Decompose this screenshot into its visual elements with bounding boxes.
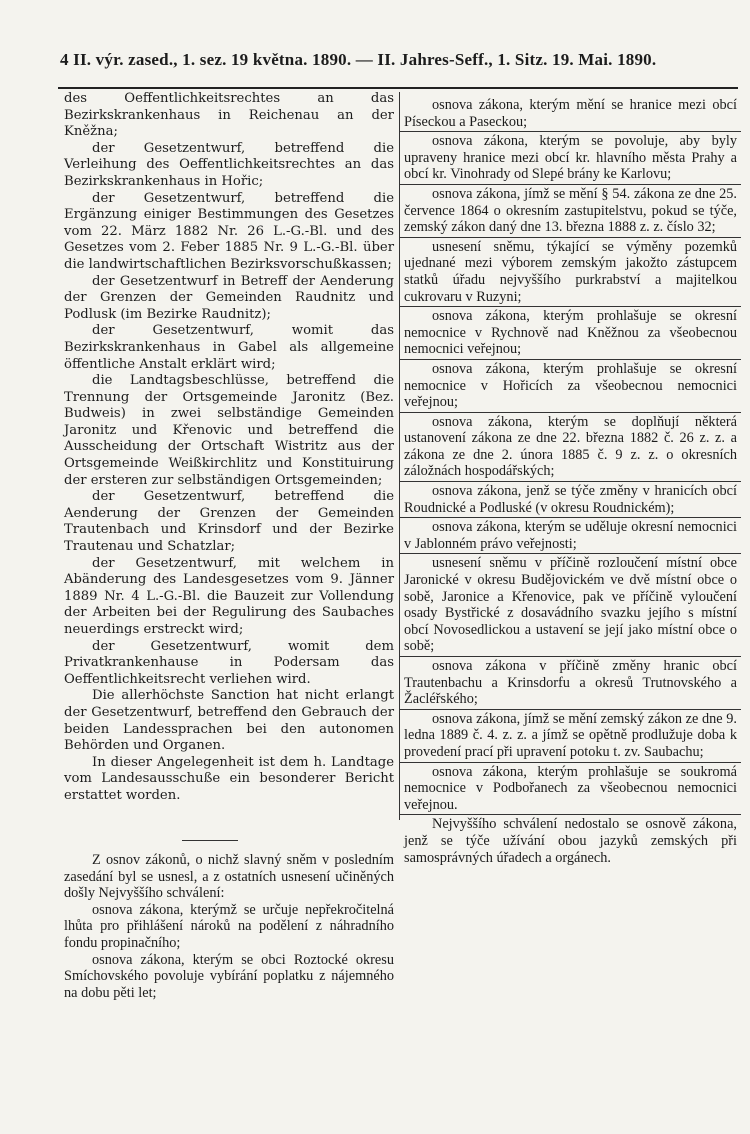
paragraph: In dieser Angelegenheit ist dem h. Landtage vom Landesausschuße ein besonderer Bericht erstattet worden. <box>64 754 394 803</box>
item-separator <box>400 131 741 132</box>
paragraph: osnova zákona, kterým prohlašuje se soukromá nemocnice v Podbořanech za všeobecnou nemocnici veřejnou. <box>404 763 737 813</box>
paragraph: osnova zákona, kterým se uděluje okresní nemocnici v Jablonném právo veřejnosti; <box>404 519 737 552</box>
paragraph: die Landtagsbeschlüsse, betreffend die Trennung der Ortsgemeinde Jaronitz (Bez. Budweis) in zwei selbständige Gemeinden Jaronitz und Křenovic und betreffend die Ausscheidung der Ortschaft Wistritz aus der Ortsgemeinde Weißkirchlitz und Konstituirung der ersteren zur selbständigen Ortsgemeinden; <box>64 373 394 488</box>
item-separator <box>400 814 741 815</box>
paragraph: osnova zákona, kterým se povoluje, aby byly upraveny hranice mezi obcí kr. hlavního města Prahy a obcí kr. Vinohrady od Slepé brány ke Karlovu; <box>404 133 737 183</box>
item-separator <box>400 359 741 360</box>
paragraph: osnova zákona, kterým se doplňují některá ustanovení zákona ze dne 22. března 1882 č. 26 z. z. a zákona ze dne 2. února 1885 č. 9 z. z. o okresních záložnách hospodářských; <box>404 413 737 480</box>
item-separator <box>400 237 741 238</box>
paragraph: usnesení sněmu v příčině rozloučení místní obce Jaronické v okresu Budějovickém ve dvě místní obce o sobě, Jaronice a Křenovice, pak ve příčině vyloučení osady Bystřické z dosavádního svazku jejího s místní obcí Novosedlickou a ustavení se její jako místní obce o sobě; <box>404 555 737 655</box>
paragraph: der Gesetzentwurf, womit das Bezirkskrankenhaus in Gabel als allgemeine öffentliche Anstalt erklärt wird; <box>64 323 394 372</box>
right-column <box>404 97 737 866</box>
paragraph: usnesení sněmu, týkající se výměny pozemků ujednané mezi výborem zemským jakožto zástupcem statků úřadu nejvyššího purkrabství a majitelkou cukrovaru v Ruzyni; <box>404 238 737 305</box>
item-separator <box>400 656 741 657</box>
item-separator <box>400 762 741 763</box>
item-separator <box>400 709 741 710</box>
paragraph: der Gesetzentwurf, betreffend die Verleihung des Oeffentlichkeitsrechtes an das Bezirkskrankenhaus in Hořic; <box>64 140 394 189</box>
paragraph: osnova zákona, kterýmž se určuje nepřekročitelná lhůta pro přihlášení nároků na podělení z náhradního fondu propinačního; <box>64 901 394 951</box>
item-separator <box>400 412 741 413</box>
paragraph: der Gesetzentwurf, mit welchem in Abänderung des Landesgesetzes vom 9. Jänner 1889 Nr. 4 L.-G.-Bl. die Bauzeit zur Vollendung der Arbeiten bei der Regulirung des Saubaches neuerdings erstreckt wird; <box>64 555 394 637</box>
paragraph: der Gesetzentwurf, betreffend die Aenderung der Grenzen der Gemeinden Trautenbach und Krinsdorf und der Bezirke Trautenau und Schatzlar; <box>64 489 394 555</box>
paragraph: osnova zákona, kterým se obci Roztocké okresu Smíchovského povoluje vybírání poplatku z nájemného na dobu pěti let; <box>64 951 394 1001</box>
page-header: 4 II. výr. zased., 1. sez. 19 května. 1890. — II. Jahres-Seff., 1. Sitz. 19. Mai. 1890. <box>60 50 657 69</box>
paragraph: osnova zákona, kterým mění se hranice mezi obcí Píseckou a Paseckou; <box>404 97 737 130</box>
paragraph: des Oeffentlichkeitsrechtes an das Bezirkskrankenhaus in Reichenau an der Kněžna; <box>64 91 394 140</box>
paragraph: osnova zákona v příčině změny hranic obcí Trautenbachu a Krinsdorfu a okresů Trutnovského a Žacléřského; <box>404 658 737 708</box>
item-separator <box>400 184 741 185</box>
paragraph: osnova zákona, jímž se mění zemský zákon ze dne 9. ledna 1889 č. 4. z. z. a jímž se opětně prodlužuje doba k provedení prací při upravení potoku t. zv. Saubachu; <box>404 710 737 760</box>
paragraph: osnova zákona, kterým prohlašuje se okresní nemocnice v Hořicích za všeobecnou nemocnici veřejnou; <box>404 360 737 411</box>
paragraph: osnova zákona, kterým prohlašuje se okresní nemocnice v Rychnově nad Kněžnou za všeobecnou nemocnici veřejnou; <box>404 308 737 358</box>
column-divider <box>399 92 400 820</box>
item-separator <box>400 481 741 482</box>
paragraph: Z osnov zákonů, o nichž slavný sněm v posledním zasedání byl se usnesl, a z ostatních usnesení učiněných došly Nejvyššího schválení: <box>64 852 394 902</box>
paragraph: Nejvyššího schválení nedostalo se osnově zákona, jenž se týče užívání obou jazyků zemských při samosprávných úřadech a orgánech. <box>404 816 737 866</box>
left-column <box>64 91 394 805</box>
item-separator <box>400 553 741 554</box>
paragraph: der Gesetzentwurf, betreffend die Ergänzung einiger Bestimmungen des Gesetzes vom 22. März 1882 Nr. 26 L.-G.-Bl. und des Gesetzes vom 2. Feber 1885 Nr. 9 L.-G.-Bl. über die landwirtschaftlichen Bezirksvorschußkassen; <box>64 190 394 272</box>
paragraph: osnova zákona, jímž se mění § 54. zákona ze dne 25. července 1864 o okresním zastupitelstvu, pokud se týče, zemský zákon daný dne 13. března 1888 z. z. číslo 32; <box>404 185 737 236</box>
left-column-czech <box>64 852 394 1001</box>
paragraph: Die allerhöchste Sanction hat nicht erlangt der Gesetzentwurf, betreffend den Gebrauch der beiden Landessprachen bei den autonomen Behörden und Organen. <box>64 688 394 754</box>
paragraph: der Gesetzentwurf in Betreff der Aenderung der Grenzen der Gemeinden Raudnitz und Podlusk (im Bezirke Raudnitz); <box>64 273 394 322</box>
paragraph: osnova zákona, jenž se týče změny v hranicích obcí Roudnické a Podluské (v okresu Roudnickém); <box>404 483 737 516</box>
paragraph: der Gesetzentwurf, womit dem Privatkrankenhause in Podersam das Oeffentlichkeitsrecht verliehen wird. <box>64 638 394 687</box>
item-separator <box>400 306 741 307</box>
section-rule <box>182 840 238 841</box>
header-rule <box>58 87 738 89</box>
item-separator <box>400 517 741 518</box>
